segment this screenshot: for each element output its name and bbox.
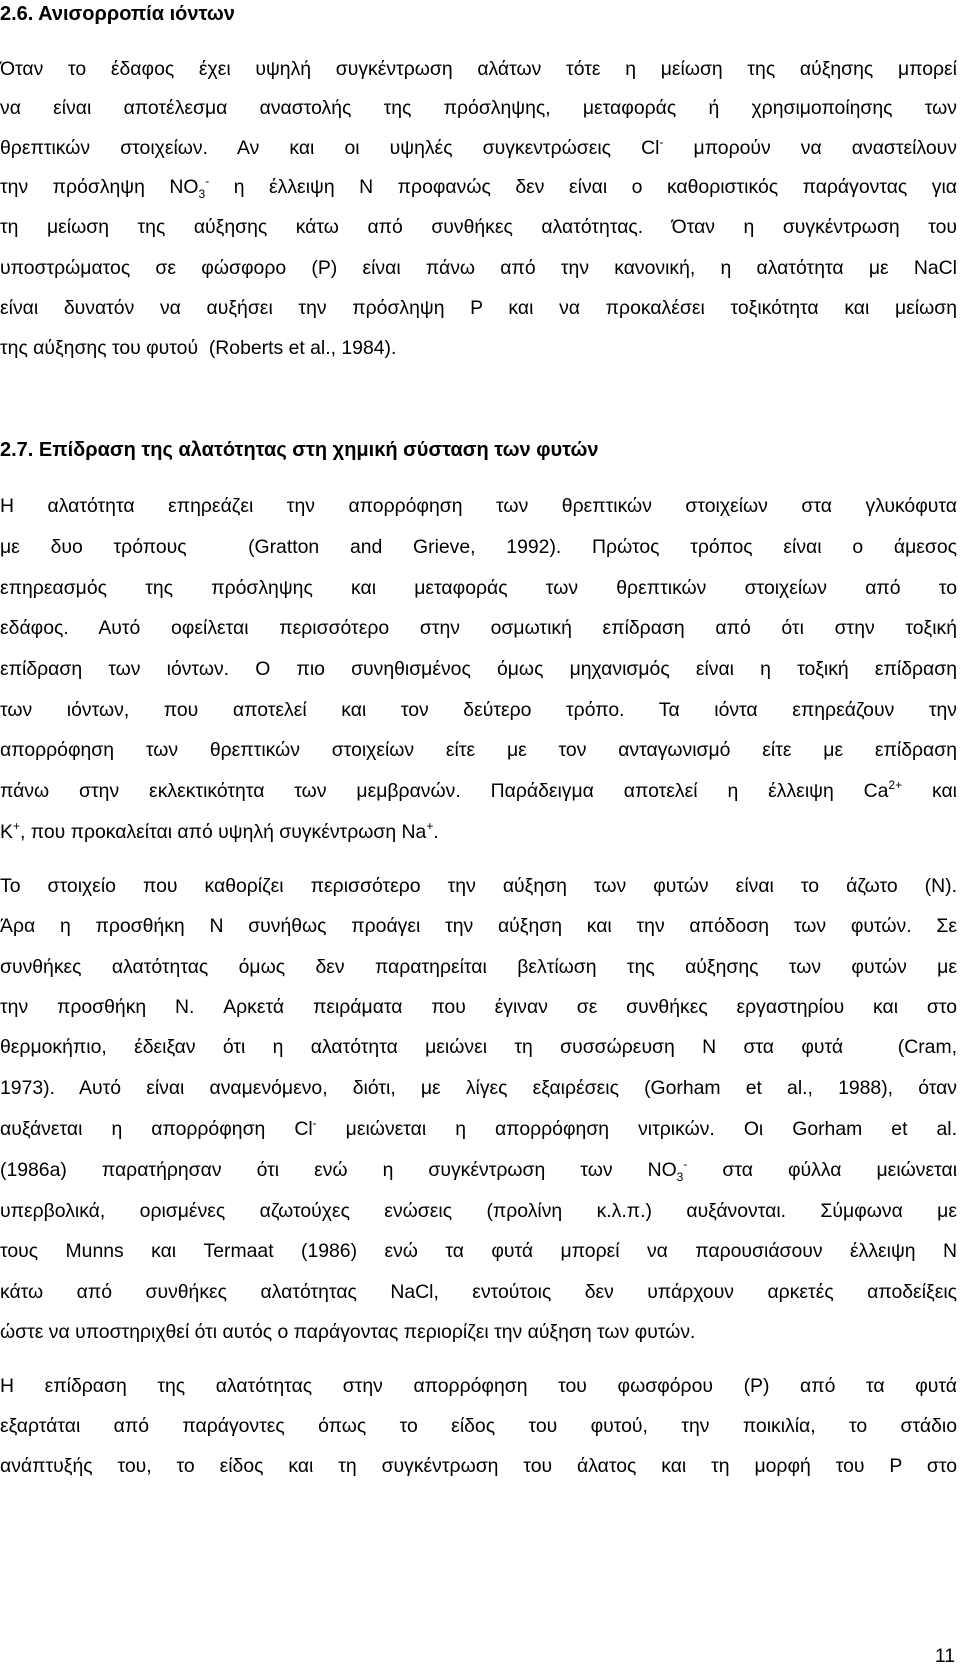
text-run: πάνω στην εκλεκτικότητα των μεμβρανών. Παράδειγμα αποτελεί η έλλειψη Ca: [0, 780, 889, 802]
text-run: στα φύλλα μειώνεται: [687, 1159, 958, 1181]
text-run: (1986a) παρατήρησαν ότι ενώ η συγκέντρωση των NO: [0, 1159, 677, 1181]
text-run: Η αλατότητα επηρεάζει την απορρόφηση των θρεπτικών στοιχείων στα γλυκόφυτα: [0, 495, 957, 517]
text-run: να είναι αποτέλεσμα αναστολής της πρόσληψης, μεταφοράς ή χρησιμοποίησης των: [0, 97, 957, 119]
text-run: εξαρτάται από παράγοντες όπως το είδος του φυτού, την ποικιλία, το στάδιο: [0, 1415, 957, 1437]
paragraph-line: [0, 215, 957, 239]
text-run: 1973). Αυτό είναι αναμενόμενο, διότι, με λίγες εξαιρέσεις (Gorham et al., 1988), όταν: [0, 1077, 957, 1099]
paragraph-line: [0, 616, 957, 640]
superscript: -: [312, 1116, 317, 1130]
subscript: 3: [676, 1170, 684, 1184]
paragraph-line: [0, 1320, 695, 1344]
text-run: ανάπτυξής του, το είδος και τη συγκέντρωση του άλατος και τη μορφή του P στο: [0, 1455, 957, 1477]
paragraph-line: [0, 57, 957, 81]
paragraph-line: [0, 698, 957, 722]
paragraph-line: [0, 1280, 957, 1304]
paragraph-line: [0, 256, 957, 280]
paragraph-line: [0, 914, 957, 938]
superscript: -: [683, 1157, 688, 1171]
superscript: +: [12, 819, 20, 833]
page-number: 11: [934, 1645, 955, 1667]
superscript: +: [426, 819, 434, 833]
paragraph-line: [0, 820, 439, 844]
text-run: των ιόντων, που αποτελεί και τον δεύτερο τρόπο. Τα ιόντα επηρεάζουν την: [0, 699, 957, 721]
text-run: θρεπτικών στοιχείων. Αν και οι υψηλές συγκεντρώσεις Cl: [0, 137, 660, 159]
superscript: -: [205, 174, 210, 188]
paragraph-line: [0, 1117, 957, 1141]
text-run: μπορούν να αναστείλουν: [663, 137, 957, 159]
text-run: Άρα η προσθήκη N συνήθως προάγει την αύξηση και την απόδοση των φυτών. Σε: [0, 915, 957, 937]
text-run: , που προκαλείται από υψηλή συγκέντρωση Na: [19, 821, 427, 843]
paragraph-line: [0, 1158, 957, 1182]
paragraph-line: [0, 1076, 957, 1100]
paragraph-line: [0, 1199, 957, 1223]
paragraph-line: [0, 1374, 957, 1398]
text-run: υπερβολικά, ορισμένες αζωτούχες ενώσεις (προλίνη κ.λ.π.) αυξάνονται. Σύμφωνα με: [0, 1200, 957, 1222]
paragraph-line: [0, 336, 396, 360]
text-run: μειώνεται η απορρόφηση νιτρικών. Οι Gorham et al.: [316, 1118, 957, 1140]
paragraph-line: [0, 296, 957, 320]
superscript: 2+: [888, 778, 903, 792]
paragraph-line: [0, 1239, 957, 1263]
paragraph-line: [0, 657, 957, 681]
text-run: επηρεασμός της πρόσληψης και μεταφοράς των θρεπτικών στοιχείων από το: [0, 577, 957, 599]
paragraph-line: [0, 955, 957, 979]
text-run: επίδραση των ιόντων. Ο πιο συνηθισμένος όμως μηχανισμός είναι η τοξική επίδραση: [0, 658, 957, 680]
paragraph-line: [0, 779, 957, 803]
paragraph-line: [0, 1454, 957, 1478]
subscript: 3: [198, 187, 206, 201]
text-run: θερμοκήπιο, έδειξαν ότι η αλατότητα μειώνει τη συσσώρευση N στα φυτά (Cram,: [0, 1036, 957, 1058]
text-run: η έλλειψη N προφανώς δεν είναι ο καθοριστικός παράγοντας για: [209, 176, 957, 198]
text-run: υποστρώματος σε φώσφορο (P) είναι πάνω από την κανονική, η αλατότητα με NaCl: [0, 257, 957, 279]
text-run: Το στοιχείο που καθορίζει περισσότερο την αύξηση των φυτών είναι το άζωτο (N).: [0, 875, 957, 897]
paragraph-line: [0, 576, 957, 600]
paragraph-line: [0, 1414, 957, 1438]
text-run: Η επίδραση της αλατότητας στην απορρόφηση του φωσφόρου (P) από τα φυτά: [0, 1375, 957, 1397]
text-run: της αύξησης του φυτού (Roberts et al., 1984).: [0, 337, 397, 359]
text-run: K: [0, 821, 13, 843]
text-run: συνθήκες αλατότητας όμως δεν παρατηρείται βελτίωση της αύξησης των φυτών με: [0, 956, 957, 978]
text-run: απορρόφηση των θρεπτικών στοιχείων είτε με τον ανταγωνισμό είτε με επίδραση: [0, 739, 957, 761]
text-run: ώστε να υποστηριχθεί ότι αυτός ο παράγοντας περιορίζει την αύξηση των φυτών.: [0, 1321, 696, 1343]
text-run: και: [902, 780, 957, 802]
paragraph-line: [0, 995, 957, 1019]
text-run: τη μείωση της αύξησης κάτω από συνθήκες αλατότητας. Όταν η συγκέντρωση του: [0, 216, 957, 238]
text-run: Όταν το έδαφος έχει υψηλή συγκέντρωση αλάτων τότε η μείωση της αύξησης μπορεί: [0, 58, 957, 80]
text-run: με δυο τρόπους (Gratton and Grieve, 1992). Πρώτος τρόπος είναι ο άμεσος: [0, 536, 957, 558]
paragraph-line: [0, 494, 957, 518]
section-heading-2-6: 2.6. Ανισορροπία ιόντων: [0, 3, 235, 25]
text-run: αυξάνεται η απορρόφηση Cl: [0, 1118, 313, 1140]
text-run: είναι δυνατόν να αυξήσει την πρόσληψη P και να προκαλέσει τοξικότητα και μείωση: [0, 297, 957, 319]
paragraph-line: [0, 535, 957, 559]
paragraph-line: [0, 175, 957, 199]
text-run: τους Munns και Termaat (1986) ενώ τα φυτά μπορεί να παρουσιάσουν έλλειψη N: [0, 1240, 957, 1262]
paragraph-line: [0, 738, 957, 762]
text-run: την πρόσληψη NO: [0, 176, 199, 198]
paragraph-line: [0, 136, 957, 160]
text-run: εδάφος. Αυτό οφείλεται περισσότερο στην οσμωτική επίδραση από ότι στην τοξική: [0, 617, 957, 639]
text-run: κάτω από συνθήκες αλατότητας NaCl, εντούτοις δεν υπάρχουν αρκετές αποδείξεις: [0, 1281, 957, 1303]
paragraph-line: [0, 96, 957, 120]
text-run: την προσθήκη N. Αρκετά πειράματα που έγιναν σε συνθήκες εργαστηρίου και στο: [0, 996, 957, 1018]
text-run: .: [433, 821, 439, 843]
paragraph-line: [0, 1035, 957, 1059]
paragraph-line: [0, 874, 957, 898]
section-heading-2-7: 2.7. Επίδραση της αλατότητας στη χημική σύσταση των φυτών: [0, 439, 599, 461]
superscript: -: [659, 135, 664, 149]
